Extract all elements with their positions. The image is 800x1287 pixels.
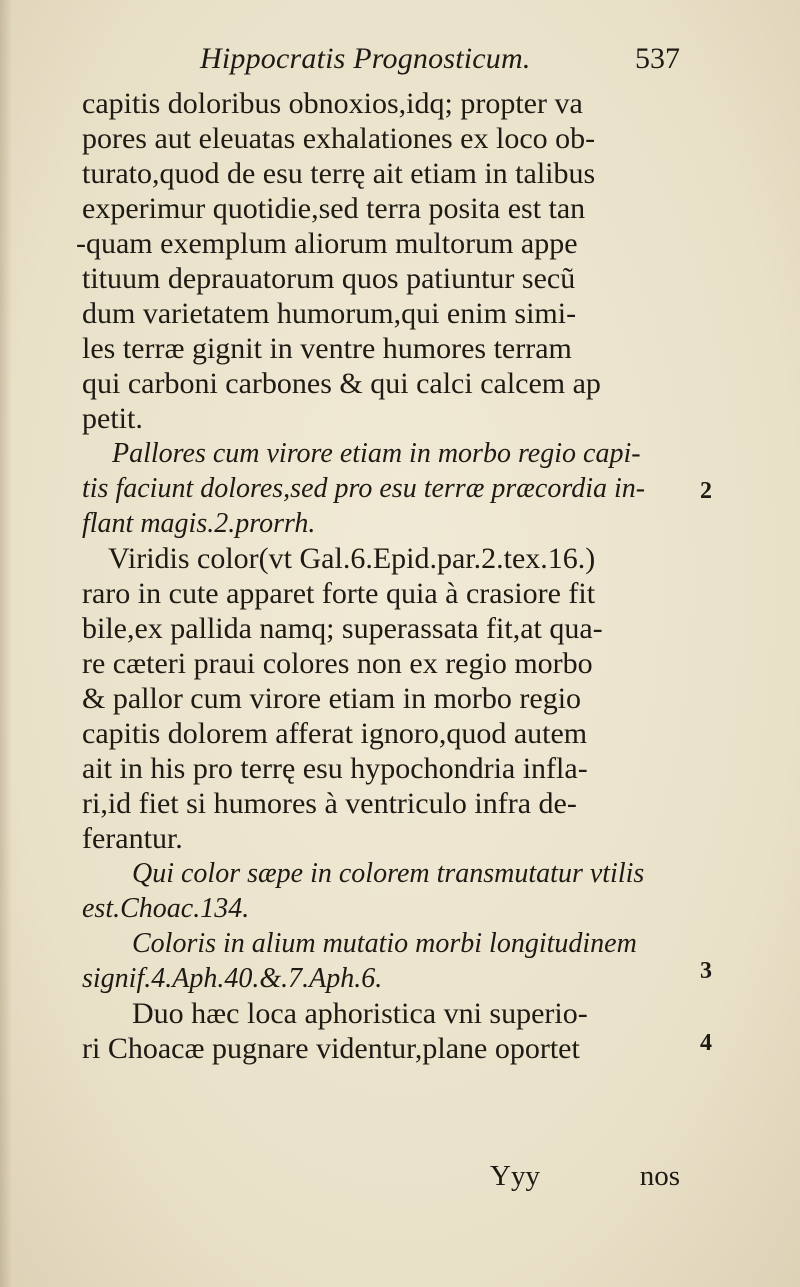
text-line: turato,quod de esu terrę ait etiam in talibus: [82, 157, 596, 190]
page-footer: [490, 1160, 680, 1200]
text-line: ri,id fiet si humores à ventriculo infra de-: [82, 787, 577, 820]
running-title: Hippocratis Prognosticum.: [200, 42, 531, 75]
catchword: nos: [639, 1160, 680, 1192]
text-line: experimur quotidie,sed terra posita est tan: [82, 192, 586, 225]
quotation-line: est.Choac.134.: [82, 893, 250, 924]
text-line: ri Choacæ pugnare videntur,plane oportet: [82, 1032, 580, 1065]
text-line: raro in cute apparet forte quia à crasiore fit: [82, 577, 596, 610]
margin-note-number: 4: [700, 1030, 712, 1056]
margin-notes: [700, 0, 740, 1287]
margin-note-number: 3: [700, 958, 712, 984]
quotation-line: Qui color sæpe in colorem transmutatur vtilis: [132, 858, 645, 889]
text-line: re cæteri praui colores non ex regio morbo: [82, 647, 593, 680]
text-line: bile,ex pallida namq; superassata fit,at qua-: [82, 612, 603, 645]
quotation-line: flant magis.2.prorrh.: [82, 508, 316, 539]
signature-mark: Yyy: [490, 1160, 540, 1192]
text-line: pores aut eleuatas exhalationes ex loco ob-: [82, 122, 596, 155]
text-line: ferantur.: [82, 822, 183, 855]
page-header: [200, 42, 680, 86]
body-text: [76, 86, 682, 1066]
quotation-line: Pallores cum virore etiam in morbo regio capi-: [112, 438, 641, 469]
text-line: capitis doloribus obnoxios,idq; propter va: [82, 87, 583, 120]
text-line: tituum deprauatorum quos patiuntur secũ: [82, 262, 576, 295]
text-line: Viridis color(vt Gal.6.Epid.par.2.tex.16.): [108, 542, 596, 575]
text-line: Duo hæc loca aphoristica vni superio-: [132, 997, 588, 1030]
page-edge-shadow: [0, 0, 12, 1287]
margin-note-number: 2: [700, 478, 712, 504]
quotation-line: Coloris in alium mutatio morbi longitudinem: [132, 928, 637, 959]
text-line: -quam exemplum aliorum multorum appe: [76, 227, 578, 260]
text-line: les terræ gignit in ventre humores terram: [82, 332, 572, 365]
quotation-line: signif.4.Aph.40.&.7.Aph.6.: [82, 963, 383, 994]
text-line: dum varietatem humorum,qui enim simi-: [82, 297, 577, 330]
text-line: petit.: [82, 402, 143, 435]
page-number: 537: [635, 42, 680, 75]
text-line: qui carboni carbones & qui calci calcem ap: [82, 367, 601, 400]
quotation-line: tis faciunt dolores,sed pro esu terræ præcordia in-: [82, 473, 646, 504]
text-line: capitis dolorem afferat ignoro,quod autem: [82, 717, 588, 750]
text-line: ait in his pro terrę esu hypochondria infla-: [82, 752, 588, 785]
text-line: & pallor cum virore etiam in morbo regio: [82, 682, 582, 715]
